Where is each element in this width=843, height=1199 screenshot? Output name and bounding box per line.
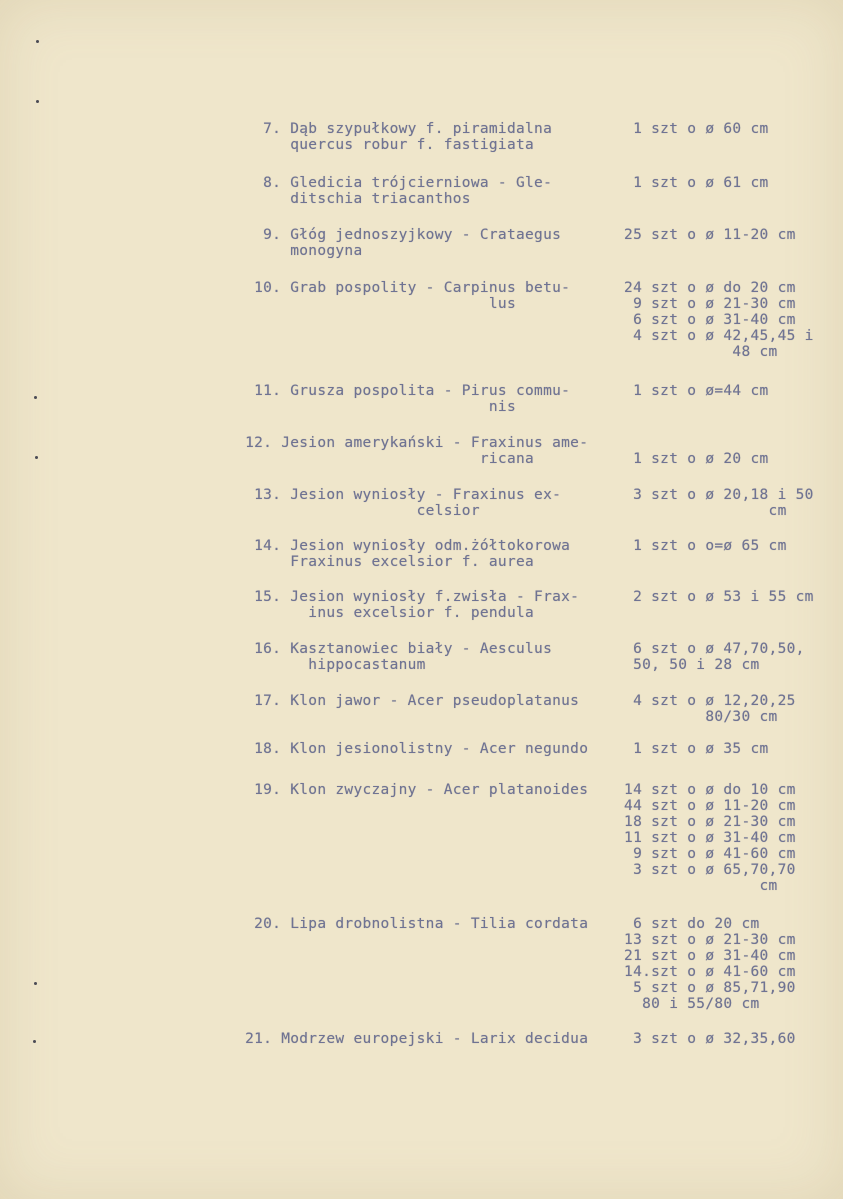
quantity-diameter: 1 szt o ø 61 cm — [606, 175, 769, 191]
species-description: 17. Klon jawor - Acer pseudoplatanus — [218, 693, 580, 709]
quantity-diameter: 4 szt o ø 12,20,25 80/30 cm — [633, 693, 796, 725]
margin-speck — [34, 982, 37, 985]
species-description: 11. Grusza pospolita - Pirus commu- nis — [254, 383, 571, 415]
quantity-diameter: 1 szt o ø 60 cm — [606, 121, 769, 137]
species-description: 7. Dąb szypułkowy f. piramidalna quercus robur f. fastigiata — [263, 121, 553, 153]
species-description: 8. Gledicia trójcierniowa - Gle- ditschia triacanthos — [263, 175, 553, 207]
quantity-diameter: 24 szt o ø do 20 cm 9 szt o ø 21-30 cm 6 szt o ø 31-40 cm 4 szt o ø 42,45,45 i 48 cm — [624, 280, 814, 360]
species-description: 14. Jesion wyniosły odm.żółtokorowa Fraxinus excelsior f. aurea — [254, 538, 571, 570]
species-description: 9. Głóg jednoszyjkowy - Crataegus monogyna — [263, 227, 562, 259]
species-description: 16. Kasztanowiec biały - Aesculus hippocastanum — [254, 641, 553, 673]
quantity-diameter: 6 szt o ø 47,70,50, 50, 50 i 28 cm — [633, 641, 805, 673]
species-description: 20. Lipa drobnolistna - Tilia cordata — [218, 916, 589, 932]
quantity-diameter: 6 szt do 20 cm 13 szt o ø 21-30 cm 21 szt o ø 31-40 cm 14.szt o ø 41-60 cm 5 szt o ø 85,71,90 80 i 55/80 cm — [624, 916, 796, 1012]
species-description: 18. Klon jesionolistny - Acer negundo — [218, 741, 589, 757]
quantity-diameter: 2 szt o ø 53 i 55 cm — [606, 589, 814, 605]
quantity-diameter: 1 szt o ø 20 cm — [606, 451, 769, 467]
species-description: 21. Modrzew europejski - Larix decidua — [218, 1031, 589, 1047]
margin-speck — [36, 40, 39, 43]
quantity-diameter: 1 szt o o=ø 65 cm — [606, 538, 787, 554]
species-description: 15. Jesion wyniosły f.zwisła - Frax- inus excelsior f. pendula — [254, 589, 580, 621]
margin-speck — [36, 100, 39, 103]
quantity-diameter: 14 szt o ø do 10 cm 44 szt o ø 11-20 cm 18 szt o ø 21-30 cm 11 szt o ø 31-40 cm 9 szt o ø 41-60 cm 3 szt o ø 65,70,70 cm — [624, 782, 796, 894]
quantity-diameter: 1 szt o ø 35 cm — [606, 741, 769, 757]
quantity-diameter: 25 szt o ø 11-20 cm — [606, 227, 796, 243]
species-description: 13. Jesion wyniosły - Fraxinus ex- celsior — [254, 487, 562, 519]
quantity-diameter: 3 szt o ø 20,18 i 50 cm — [633, 487, 814, 519]
species-description: 19. Klon zwyczajny - Acer platanoides — [218, 782, 589, 798]
margin-speck — [34, 396, 37, 399]
quantity-diameter: 3 szt o ø 32,35,60 — [606, 1031, 796, 1047]
margin-speck — [33, 1040, 36, 1043]
species-description: 12. Jesion amerykański - Fraxinus ame- ricana — [245, 435, 589, 467]
species-description: 10. Grab pospolity - Carpinus betu- lus — [254, 280, 571, 312]
quantity-diameter: 1 szt o ø=44 cm — [606, 383, 769, 399]
margin-speck — [35, 456, 38, 459]
